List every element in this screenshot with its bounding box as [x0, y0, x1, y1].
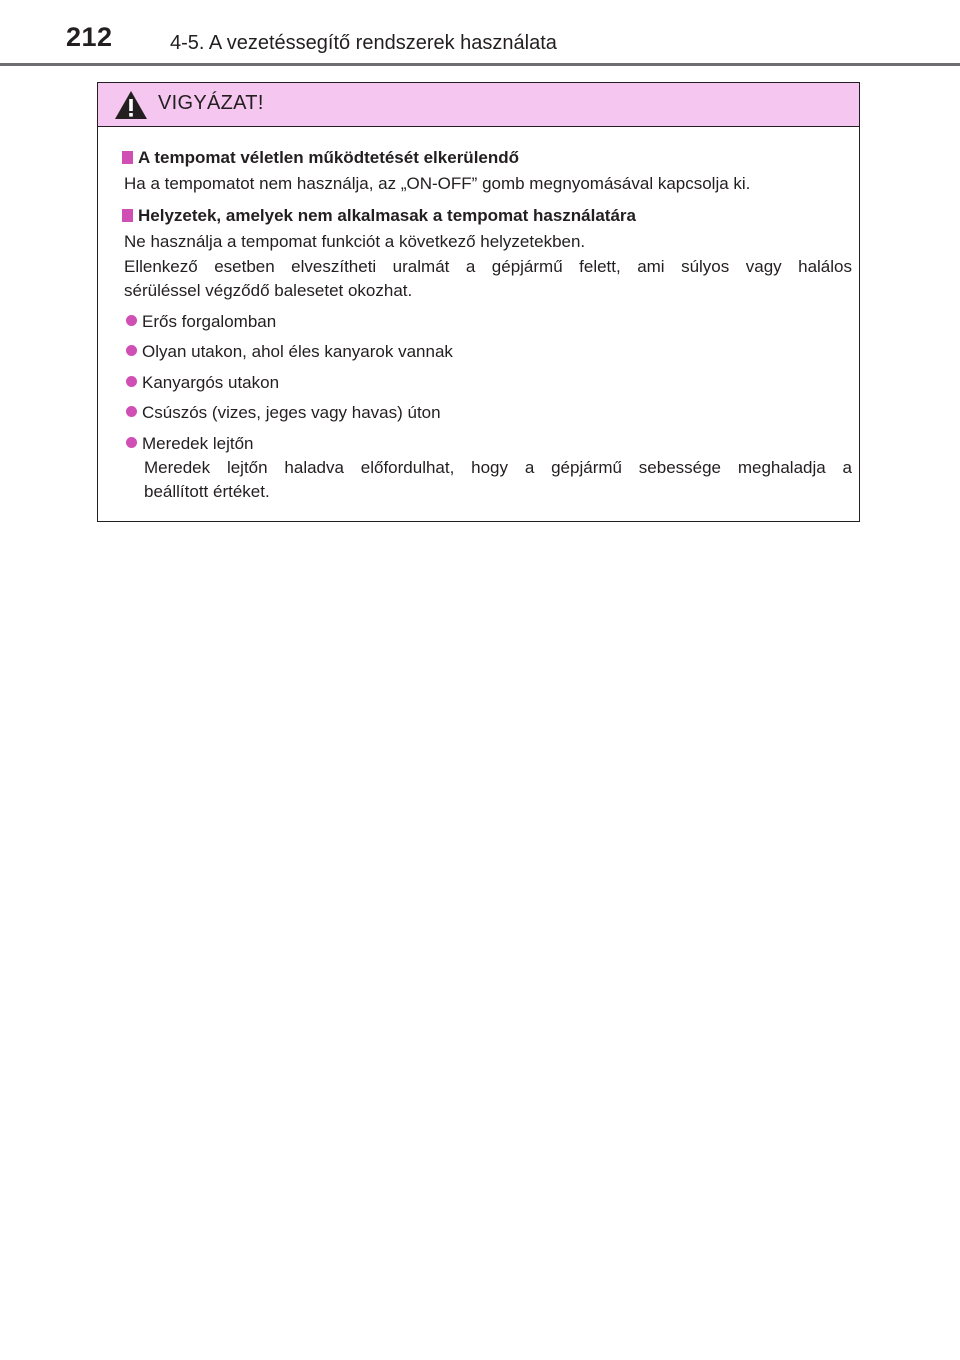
list-item: [126, 312, 276, 332]
page-number: 212: [66, 22, 113, 52]
item-text: Ne használja a tempomat funkciót a következő helyzetekben.: [124, 232, 586, 251]
list-item-text: Olyan utakon, ahol éles kanyarok vannak: [142, 342, 453, 361]
list-item-text: Csúszós (vizes, jeges vagy havas) úton: [142, 403, 441, 422]
caution-header: [98, 83, 859, 127]
list-item-text: Meredek lejtőn: [142, 434, 254, 453]
list-item-text: Erős forgalomban: [142, 312, 277, 331]
item-heading-text: Helyzetek, amelyek nem alkalmasak a tempomat használatára: [138, 206, 636, 225]
list-item-text: Kanyargós utakon: [142, 373, 280, 392]
caution-box: [97, 82, 860, 522]
square-bullet-icon: [122, 209, 133, 222]
round-bullet-icon: [126, 437, 137, 448]
warning-triangle-icon: [114, 90, 148, 120]
caution-title: VIGYÁZAT!: [158, 92, 264, 114]
round-bullet-icon: [126, 406, 137, 417]
list-item-detail: Meredek lejtőn haladva előfordulhat, hogy a gépjármű sebessége meghaladja a: [144, 458, 852, 477]
item-heading: [122, 206, 636, 226]
round-bullet-icon: [126, 376, 137, 387]
page-header: [0, 0, 960, 66]
section-title: 4-5. A vezetéssegítő rendszerek használata: [170, 32, 557, 54]
list-item: [126, 342, 453, 362]
round-bullet-icon: [126, 315, 137, 326]
item-heading: [122, 148, 519, 168]
round-bullet-icon: [126, 345, 137, 356]
square-bullet-icon: [122, 151, 133, 164]
header-divider: [0, 63, 960, 66]
list-item: [126, 403, 441, 423]
list-item: [126, 434, 254, 454]
item-text: Ha a tempomatot nem használja, az „ON-OFF” gomb megnyomásával kapcsolja ki.: [124, 174, 751, 193]
item-heading-text: A tempomat véletlen működtetését elkerülendő: [138, 148, 520, 167]
list-item-detail: beállított értéket.: [144, 482, 270, 501]
list-item: [126, 373, 279, 393]
item-text: sérüléssel végződő balesetet okozhat.: [124, 281, 413, 300]
item-text: Ellenkező esetben elveszítheti uralmát a gépjármű felett, ami súlyos vagy halálos: [124, 257, 852, 276]
